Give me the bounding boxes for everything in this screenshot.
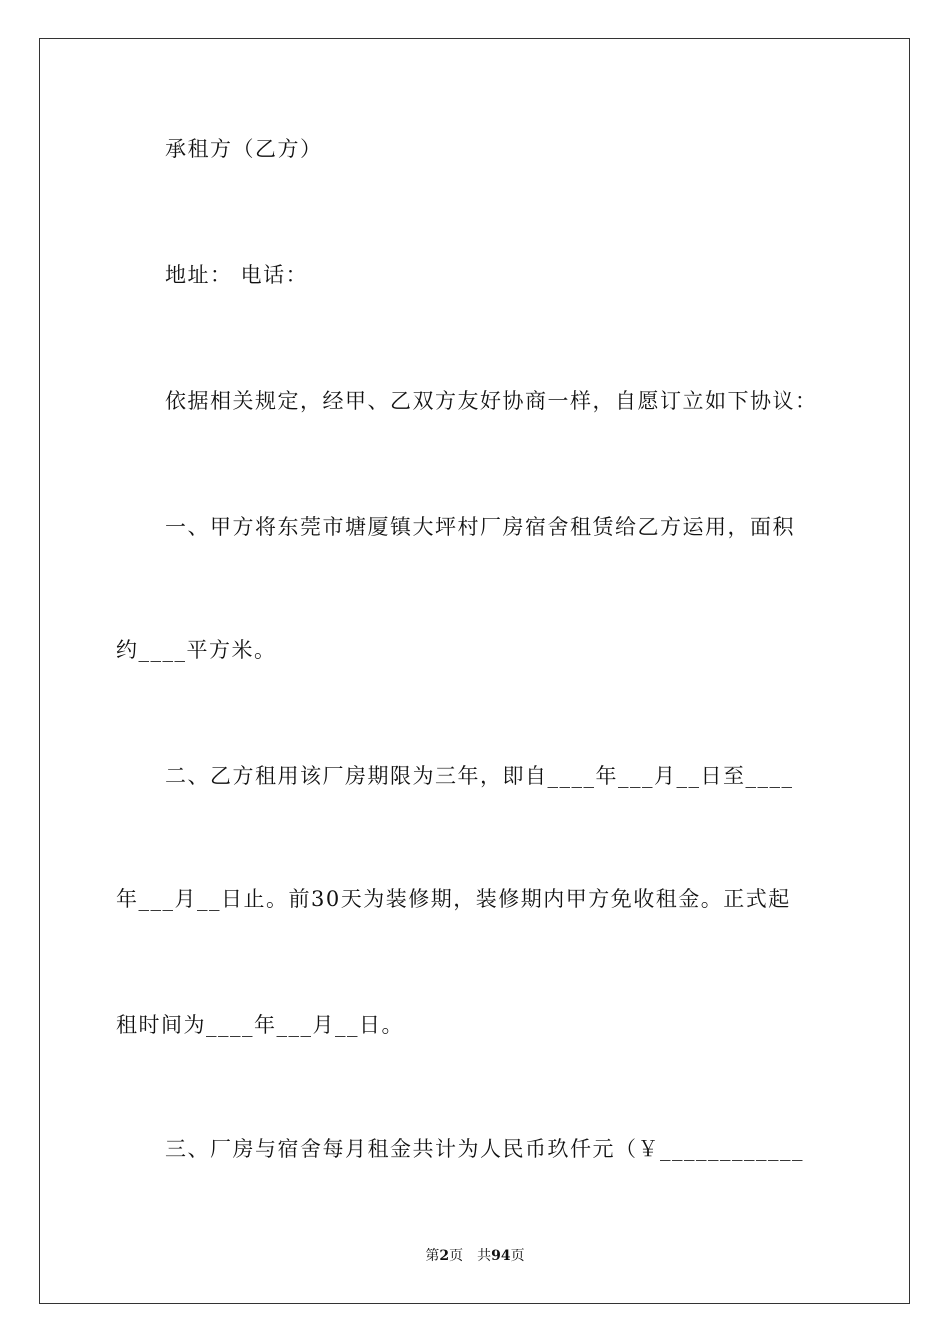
clause-2-line-1: 二、乙方租用该厂房期限为三年，即自____年___月__日至____ (165, 764, 794, 788)
footer-page-number: 2 (439, 1248, 450, 1264)
footer-total-suffix: 页 (510, 1248, 525, 1264)
clause-1-line-1: 一、甲方将东莞市塘厦镇大坪村厂房宿舍租赁给乙方运用，面积 (165, 515, 795, 539)
clause-3-line-1: 三、厂房与宿舍每月租金共计为人民币玖仟元（￥____________ (165, 1137, 804, 1161)
clause-2-line-3: 租时间为____年___月__日。 (116, 1013, 404, 1037)
page-footer (0, 1247, 950, 1265)
address-phone-line: 地址： 电话： (165, 263, 309, 287)
footer-total-prefix: 共 (477, 1248, 492, 1264)
clause-1-line-2: 约____平方米。 (116, 638, 277, 662)
clause-2-line-2: 年___月__日止。前30天为装修期，装修期内甲方免收租金。正式起 (116, 887, 791, 911)
footer-total-pages: 94 (491, 1248, 511, 1264)
footer-page-suffix: 页 (449, 1248, 464, 1264)
page-frame (39, 38, 910, 1304)
footer-page-prefix: 第 (425, 1248, 440, 1264)
lessee-heading: 承租方（乙方） (165, 137, 323, 161)
preamble-paragraph: 依据相关规定，经甲、乙双方友好协商一样，自愿订立如下协议： (165, 389, 818, 413)
